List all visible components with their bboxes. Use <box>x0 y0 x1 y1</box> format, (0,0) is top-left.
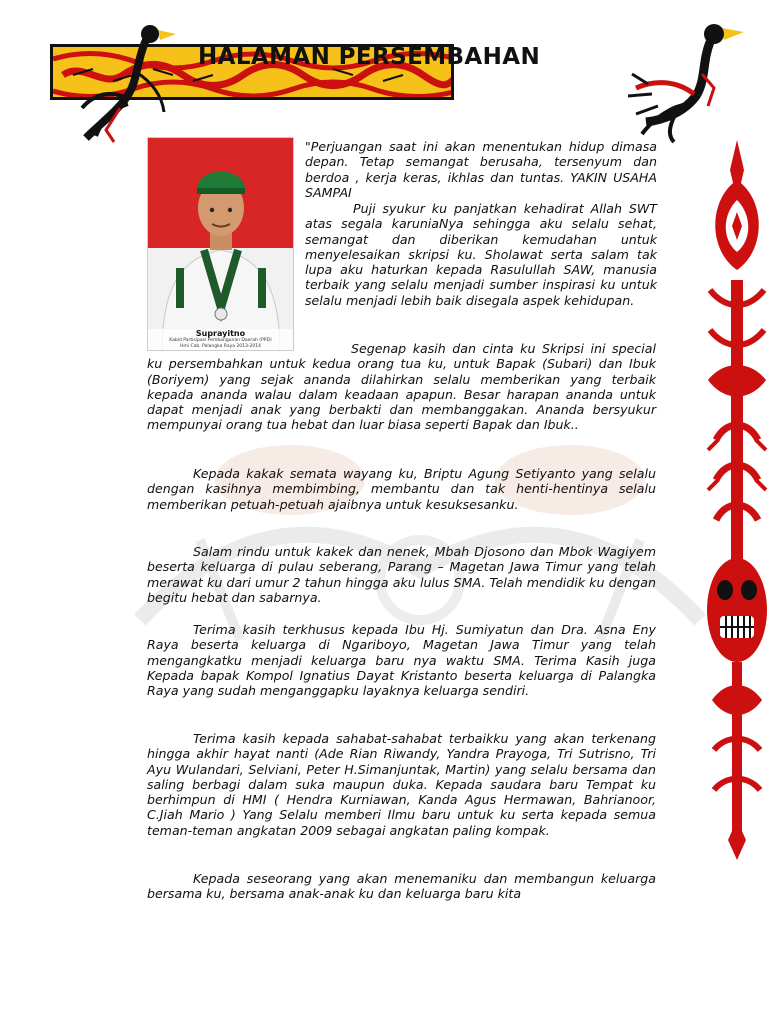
paragraph-2: Segenap kasih dan cinta ku Skripsi ini special ku persembahkan untuk kedua orang tua ku, untuk Bapak (Subari) dan Ibuk (Boriyem) yang sejak ananda dilahirkan selalu memberikan yang terbaik kepada ananda walau dalam keadaan apapun. Besar harapan ananda untuk dapat menjadi anak yang berbakti dan membanggakan. Ananda bersyukur mempunyai orang tua hebat dan luar biasa seperti Bapak dan Ibuk.. <box>147 341 656 433</box>
author-photo <box>147 137 294 351</box>
paragraph-4: Salam rindu untuk kakek dan nenek, Mbah Djosono dan Mbok Wagiyem beserta keluarga di pulau seberang, Parang – Magetan Jawa Timur yang telah merawat ku dari umur 2 tahun hingga aku lulus SMA. Telah mendidik ku dengan begitu hebat dan sabarnya. <box>147 544 656 605</box>
hornbill-right-icon <box>618 14 758 144</box>
paragraph-1: Puji syukur ku panjatkan kehadirat Allah SWT atas segala karuniaNya sehingga aku selalu sehat, semangat dan diberikan kemudahan untuk menyelesaikan skripsi ku. Sholawat serta salam tak lupa aku haturkan kepada Rasulullah SAW, manusia terbaik yang selalu menjadi sumber inspirasi ku untuk selalu menjadi lebih baik disegala aspek kehidupan. <box>305 201 657 308</box>
portrait-image <box>148 138 294 351</box>
page-title: HALAMAN PERSEMBAHAN <box>198 44 541 70</box>
photo-caption-line2: Hmi Cab. Palangka Raya 2013-2014 <box>180 344 261 349</box>
paragraph-3: Kepada kakak semata wayang ku, Briptu Agung Setiyanto yang selalu dengan kasihnya membimbing, membantu dan tak henti-hentinya selalu memberikan petuah-petuah ajaibnya untuk kesuksesanku. <box>147 466 656 512</box>
paragraph-7: Kepada seseorang yang akan menemaniku dan membangun keluarga bersama ku, bersama anak-anak ku dan keluarga baru kita <box>147 871 656 902</box>
paragraph-6: Terima kasih kepada sahabat-sahabat terbaikku yang akan terkenang hingga akhir hayat nanti (Ade Rian Riwandy, Yandra Prayoga, Tri Sutrisno, Tri Ayu Wulandari, Selviani, Peter H.Simanjuntak, Martin) yang selalu bersama dan saling berbagi dalam suka maupun duka. Kepada saudara baru Tempat ku berhimpun di HMI ( Hendra Kurniawan, Kanda Agus Hermawan, Bahrianoor, C.Jiah Mario ) Yang Selalu memberi Ilmu baru untuk ku serta kepada semua teman-teman angkatan 2009 sebagai angkatan paling kompak. <box>147 731 656 838</box>
quote-paragraph: "Perjuangan saat ini akan menentukan hidup dimasa depan. Tetap semangat berusaha, tersenyum dan berdoa , kerja keras, ikhlas dan tuntas. YAKIN USAHA SAMPAI <box>305 139 657 200</box>
hornbill-left-icon <box>66 12 186 152</box>
photo-name: Suprayitno <box>195 329 246 338</box>
photo-caption-line1: Kabid Partisipasi Pembangunan Daerah (PPD) <box>169 338 272 343</box>
dayak-ornament-vertical <box>706 140 768 860</box>
paragraph-5: Terima kasih terkhusus kepada Ibu Hj. Sumiyatun dan Dra. Asna Eny Raya beserta keluarga di Ngariboyo, Magetan Jawa Timur yang telah mengangkatku menjadi keluarga baru nya waktu SMA. Terima Kasih juga Kepada bapak Kompol Ignatius Dayat Kristanto beserta keluarga di Palangka Raya yang sudah menganggapku layaknya keluarga sendiri. <box>147 622 656 699</box>
